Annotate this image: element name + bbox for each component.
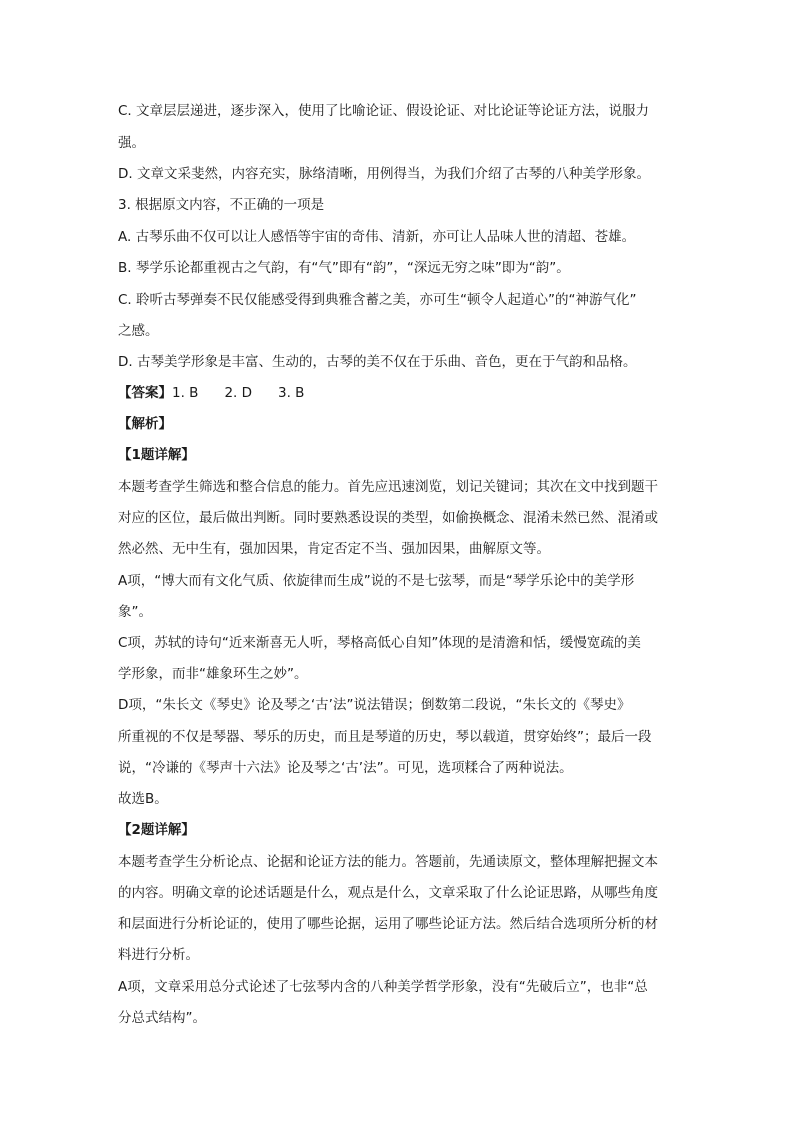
q1-paragraph-line3: 然必然、无中生有，强加因果，肯定否定不当、强加因果，曲解原文等。 bbox=[118, 541, 550, 557]
q3-option-b: B. 琴学乐论都重视古之气韵，有“气”即有“韵”，“深远无穷之味”即为“韵”。 bbox=[118, 260, 570, 276]
document-page bbox=[118, 0, 678, 1123]
q1-detail-title: 【1题详解】 bbox=[118, 447, 195, 463]
q3-stem: 3. 根据原文内容，不正确的一项是 bbox=[118, 197, 325, 213]
q2-option-c-line1: C. 文章层层递进，逐步深入，使用了比喻论证、假设论证、对比论证等论证方法，说服力 bbox=[118, 103, 650, 119]
q2-paragraph-line1: 本题考查学生分析论点、论据和论证方法的能力。答题前，先通读原文，整体理解把握文本 bbox=[118, 854, 658, 870]
answer-item-2: 2. D bbox=[224, 385, 253, 401]
q2-paragraph-line3: 和层面进行分析论证的，使用了哪些论据，运用了哪些论证方法。然后结合选项所分析的材 bbox=[118, 916, 658, 932]
q1-item-a-line2: 象”。 bbox=[118, 604, 152, 620]
q1-item-d-line3: 说，“冷谦的《琴声十六法》论及琴之‘古’法”。可见，选项糅合了两种说法。 bbox=[118, 760, 573, 776]
q2-item-a-line2: 分总式结构”。 bbox=[118, 1010, 206, 1026]
q1-paragraph-line2: 对应的区位，最后做出判断。同时要熟悉设误的类型，如偷换概念、混淆未然已然、混淆或 bbox=[118, 510, 658, 526]
q1-conclusion: 故选B。 bbox=[118, 791, 168, 807]
q3-option-d: D. 古琴美学形象是丰富、生动的，古琴的美不仅在于乐曲、音色，更在于气韵和品格。 bbox=[118, 354, 637, 370]
answer-item-3: 3. B bbox=[278, 385, 305, 401]
q1-item-c-line2: 学形象，而非“雄象环生之妙”。 bbox=[118, 666, 308, 682]
q3-option-a: A. 古琴乐曲不仅可以让人感悟等宇宙的奇伟、清新，亦可让人品味人世的清超、苍雄。 bbox=[118, 229, 636, 245]
answer-line bbox=[118, 383, 304, 403]
q1-paragraph-line1: 本题考查学生筛选和整合信息的能力。首先应迅速浏览，划记关键词；其次在文中找到题干 bbox=[118, 479, 658, 495]
answer-label: 【答案】 bbox=[118, 385, 172, 401]
q2-detail-title: 【2题详解】 bbox=[118, 822, 195, 838]
q3-option-c-line2: 之感。 bbox=[118, 323, 159, 339]
answer-item-1: 1. B bbox=[172, 385, 199, 401]
q2-option-c-line2: 强。 bbox=[118, 135, 145, 151]
q2-paragraph-line4: 料进行分析。 bbox=[118, 947, 199, 963]
q1-item-a-line1: A项，“博大而有文化气质、依旋律而生成”说的不是七弦琴，而是“琴学乐论中的美学形 bbox=[118, 573, 635, 589]
q3-option-c-line1: C. 聆听古琴弹奏不民仅能感受得到典雅含蓄之美，亦可生“顿令人起道心”的“神游气化” bbox=[118, 292, 637, 308]
q1-item-c-line1: C项，苏轼的诗句“近来渐喜无人听，琴格高低心自知”体现的是清澹和恬，缓慢宽疏的美 bbox=[118, 635, 641, 651]
q2-item-a-line1: A项，文章采用总分式论述了七弦琴内含的八种美学哲学形象，没有“先破后立”，也非“总 bbox=[118, 979, 648, 995]
analysis-label: 【解析】 bbox=[118, 416, 172, 432]
q1-item-d-line1: D项，“朱长文《琴史》论及琴之‘古’法”说法错误；倒数第二段说，“朱长文的《琴史》 bbox=[118, 697, 631, 713]
q2-option-d: D. 文章文采斐然，内容充实，脉络清晰，用例得当，为我们介绍了古琴的八种美学形象。 bbox=[118, 166, 650, 182]
q1-item-d-line2: 所重视的不仅是琴器、琴乐的历史，而且是琴道的历史，琴以载道，贯穿始终”；最后一段 bbox=[118, 729, 652, 745]
q2-paragraph-line2: 的内容。明确文章的论述话题是什么，观点是什么，文章采取了什么论证思路，从哪些角度 bbox=[118, 885, 658, 901]
